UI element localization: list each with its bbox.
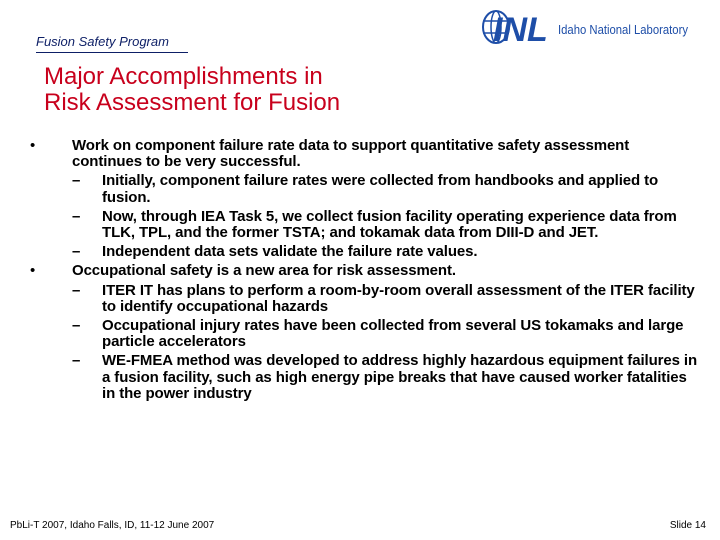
logo-text: Idaho National Laboratory — [558, 22, 689, 37]
sub-bullet-item: – Occupational injury rates have been collected from several US tokamaks and large particle accelerators — [28, 318, 698, 350]
footer-slide-number: Slide 14 — [669, 520, 706, 531]
header-label: Fusion Safety Program — [36, 34, 169, 49]
sub-bullet-item: – Independent data sets validate the failure rate values. — [28, 244, 698, 260]
sub-bullet-item: – ITER IT has plans to perform a room-by-room overall assessment of the ITER facility to identify occupational hazards — [28, 283, 698, 315]
sub-bullet-item: – Initially, component failure rates were collected from handbooks and applied to fusion. — [28, 173, 698, 205]
title-line-1: Major Accomplishments in — [44, 63, 323, 90]
sub-bullet-item: – WE-FMEA method was developed to address highly hazardous equipment failures in a fusion facility, such as high energy pipe breaks that have caused worker fatalities in the power industry — [28, 353, 698, 402]
inl-logo — [478, 4, 692, 50]
footer-conference: PbLi-T 2007, Idaho Falls, ID, 11-12 June 2007 — [10, 520, 215, 531]
logo-mark: INL — [493, 11, 548, 49]
slide-title — [44, 64, 340, 116]
title-line-2: Risk Assessment for Fusion — [44, 89, 341, 116]
sub-bullet-item: – Now, through IEA Task 5, we collect fusion facility operating experience data from TLK, TPL, and the former TSTA; and tokamak data from DIII-D and JET. — [28, 209, 698, 241]
bullet-item: • Occupational safety is a new area for risk assessment. — [28, 263, 698, 279]
slide-content — [28, 138, 698, 405]
header-underline — [36, 52, 188, 53]
bullet-item: • Work on component failure rate data to support quantitative safety assessment continues to be very successful. — [28, 138, 698, 170]
